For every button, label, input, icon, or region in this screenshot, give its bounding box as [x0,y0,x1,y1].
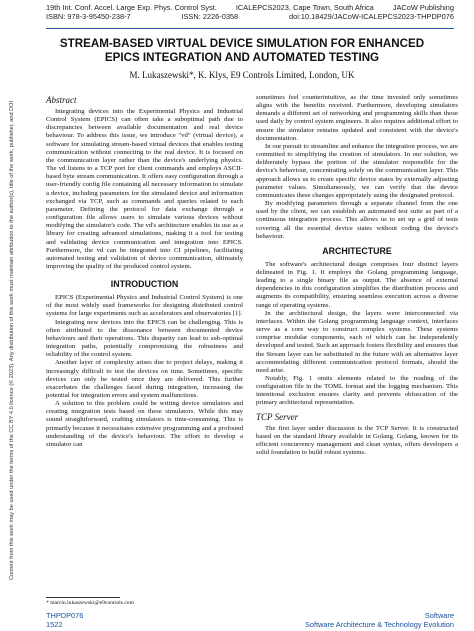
right-column [256,94,458,457]
footer-category: Software [424,611,454,620]
intro-paragraph: In our pursuit to streamline and enhance the integration process, we are committed to simplifying the creation of simulators. In our solution, we deliberately bypass the portion of the simulator responsible for the device's behaviour, concentrating solely on the communication layer. This approach allows us to create specific device states by externally adjusting parameter values. Simultaneously, we can verify that the device communicates these changes appropriately using the designated protocol. [256,142,458,199]
abstract-heading: Abstract [46,95,77,105]
title-line-2: EPICS INTEGRATION AND AUTOMATED TESTING [104,51,380,64]
intro-paragraph: Integrating new devices into the EPICS can be challenging. This is often attributed to the dissonance between documented device behaviours and their operations. This disparity can lead to sub-optimal integration paths, potentially compromising the robustness and reliability of the control system. [46,318,243,359]
footer-track: Software Architecture & Technology Evolution [305,620,454,629]
intro-continuation: sometimes feel counterintuitive, as the time invested only sometimes aligns with the benefits received. Furthermore, developing simulators demands a different set of networking and programming skills than those used daily by control system engineers. It also requires additional effort to ensure the simulator remains updated and consistent with the device's documentation. [256,94,458,142]
tcp-server-paragraph: The first layer under discussion is the TCP Server. It is constructed based on the standard library available in Golang. Golang, known for its efficient concurrency management and clean syntax, offers developers a solid foundation to build robust systems. [256,424,458,457]
paper-title [30,37,454,65]
issn-text: ISSN: 2226-0358 [181,12,239,21]
architecture-heading: ARCHITECTURE [322,245,392,256]
license-sidebar: Content from this work may be used under the terms of the CC BY 4.0 licence (© 2023). Any distribution of this work must maintain attribution to the author(s), title of the work, publisher, and DOI [9,100,15,580]
header-rule [46,28,454,29]
intro-paragraph: A solution to this problem could be writing device simulators and creating integration tests based on these simulators. While this may sound straightforward, crafting simulators is time-consuming. This is primarily because it necessitates extensive programming and a profound understanding of the device's behaviour. The effort to develop a simulator can [46,400,243,448]
conference-name: 19th Int. Conf. Accel. Large Exp. Phys. Control Syst. [46,3,217,12]
architecture-paragraph: In the architectural design, the layers were interconnected via interfaces. Within the Golang programming language context, interfaces serve as a core way to construct complex systems. These systems comprise modular components, each of which can be independently developed and tested. Such an approach fosters flexibility and ensures that the Stream layer can be substituted in the future with an alternative layer accommodating different communication protocol formats, should the need arise. [256,309,458,374]
page-number: 1522 [46,620,63,629]
footnote-rule [46,597,120,598]
intro-paragraph: Another layer of complexity arises due to project delays, making it increasingly difficult to test the devices on time. Sometimes, specific devices can only be tested once they are delivered. This further exacerbates the challenges faced during integration, increasing the potential for integration errors and system malfunctions. [46,359,243,399]
isbn-text: ISBN: 978-3-95450-238-7 [46,12,131,21]
architecture-paragraph: The software's architectural design comprises four distinct layers delineated in Fig. 1. It employs the Golang programming language, leading to a single binary file as output. The absence of external dependencies in this configuration simplifies the distribution process and augments its compatibility, ensuring seamless execution across a diverse range of operating systems. [256,260,458,309]
title-line-1: STREAM-BASED VIRTUAL DEVICE SIMULATION FOR ENHANCED [59,37,425,50]
left-column [46,94,243,449]
author-line: M. Lukaszewski*, K. Klys, E9 Controls Limited, London, UK [129,70,355,80]
architecture-paragraph: Notably, Fig. 1 omits elements related to the reading of the configuration file in the TOML format and the logging mechanism. This intentional exclusion ensures clarity and prevents obfuscation of the primary architectural representation. [256,375,458,407]
running-header [46,3,454,21]
introduction-heading: INTRODUCTION [110,279,179,290]
intro-paragraph: By modifying parameters through a separate channel from the one used by the client, we can establish an automated test suite as part of a continuous integration process. This allows us to set up a grid of tests covering all the essential device states without coding the device's behaviour. [256,200,458,240]
intro-paragraph: EPICS (Experimental Physics and Industrial Control System) is one of the most widely used frameworks for designing distributed control systems for large experiments such as accelerators and observatories [1]. [46,294,243,318]
abstract-text: Integrating devices into the Experimental Physics and Industrial Control System (EPICS) can often take a suboptimal path due to discrepancies between available documentation and real device behaviour. To address this issue, we introduce "vd" (virtual device), a software for simulating stream-based virtual devices that enables testing communication without connecting to the real device. It is focused on the communication layer rather than the device's underlying physics. The vd listens to a TCP port for client commands and employs ASCII-based byte stream communication. It offers easy configuration through a user-friendly config file containing all necessary information to simulate a device, including parameters for the simulated device and information exchanged via TCP, such as commands and queries related to each parameter. Defining the protocol for data exchange through a configuration file allows users to simulate various devices without modifying the simulator's code. The vd's architecture enables its use as a library for creating advanced simulations, making it a tool for testing and validating device communication and integration into EPICS. Furthermore, the vd can be integrated into CI pipelines, facilitating automated testing and validation of device communication, ultimately improving the quality of the produced control system. [46,108,243,270]
doi-text: doi:10.18429/JACoW-ICALEPCS2023-THPDP076 [288,12,454,21]
conference-location: ICALEPCS2023, Cape Town, South Africa [235,3,374,12]
tcp-server-heading: TCP Server [256,411,299,422]
page-footer [46,611,454,629]
publisher-name: JACoW Publishing [392,3,454,12]
paper-id: THPDP076 [46,611,84,620]
author-email-footnote: * marcin.lukaszewski@e9controls.com [46,600,134,606]
